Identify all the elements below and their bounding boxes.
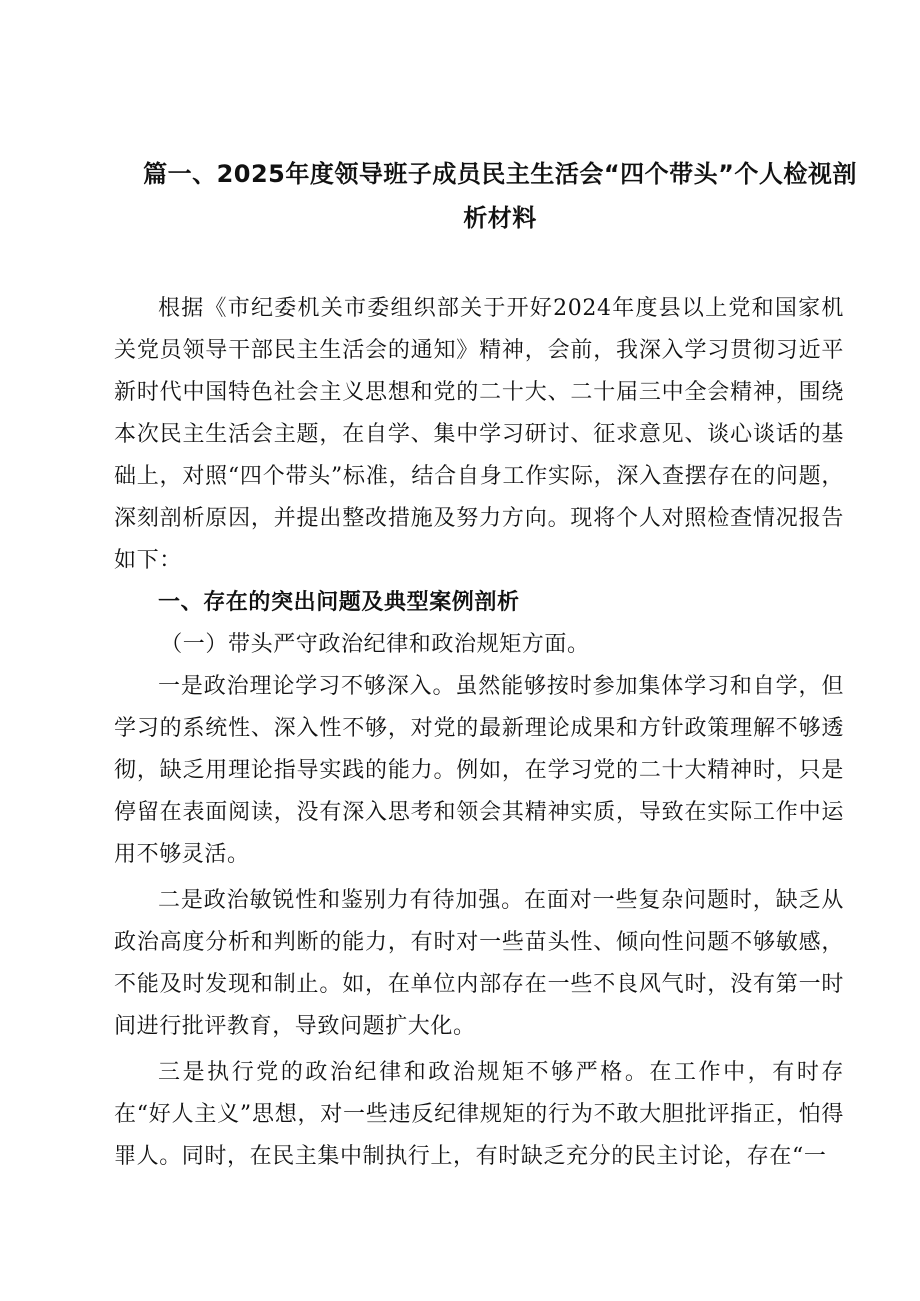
intro-paragraph: 根据《市纪委机关市委组织部关于开好2024年度县以上党和国家机关党员领导干部民主生活会的通知》精神，会前，我深入学习贯彻习近平新时代中国特色社会主义思想和党的二十大、二十届三中全会精神，围绕本次民主生活会主题，在自学、集中学习研讨、征求意见、谈心谈话的基础上，对照“四个带头”标准，结合自身工作实际，深入查摆存在的问题，深刻剖析原因，并提出整改措施及努力方向。现将个人对照检查情况报告如下： (114, 296, 844, 573)
subsection-heading-1: （一）带头严守政治纪律和政治规矩方面。 (160, 632, 590, 657)
paragraph-point-2: 二是政治敏锐性和鉴别力有待加强。在面对一些复杂问题时，缺乏从政治高度分析和判断的能力，有时对一些苗头性、倾向性问题不够敏感，不能及时发现和制止。如，在单位内部存在一些不良风气时，没有第一时间进行批评教育，导致问题扩大化。 (114, 888, 844, 1039)
title-line-1: 篇一、2025年度领导班子成员民主生活会“四个带头”个人检视剖 (143, 160, 857, 188)
document-title (110, 152, 890, 240)
title-line-2: 析材料 (463, 204, 537, 232)
paragraph-point-1: 一是政治理论学习不够深入。虽然能够按时参加集体学习和自学，但学习的系统性、深入性不够，对党的最新理论成果和方针政策理解不够透彻，缺乏用理论指导实践的能力。例如，在学习党的二十大精神时，只是停留在表面阅读，没有深入思考和领会其精神实质，导致在实际工作中运用不够灵活。 (114, 674, 844, 867)
paragraph-point-3: 三是执行党的政治纪律和政治规矩不够严格。在工作中，有时存在“好人主义”思想，对一些违反纪律规矩的行为不敢大胆批评指正，怕得罪人。同时，在民主集中制执行上，有时缺乏充分的民主讨论，存在“一 (114, 1060, 844, 1169)
section-heading-1: 一、存在的突出问题及典型案例剖析 (158, 590, 520, 615)
document-body (114, 288, 844, 1178)
